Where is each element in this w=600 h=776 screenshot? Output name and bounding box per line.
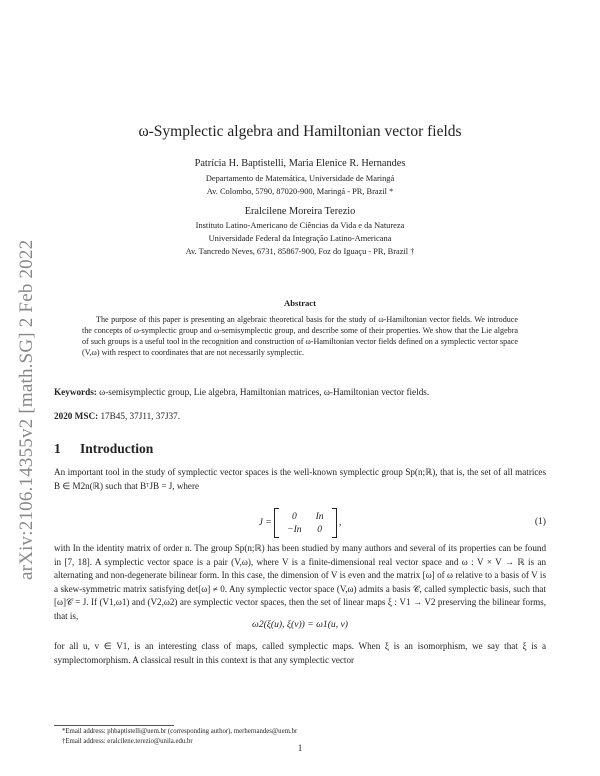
keywords-label: Keywords: bbox=[54, 387, 97, 397]
footnote-1: *Email address: phbaptistelli@uem.br (corresponding author), merhernandes@uem.br bbox=[62, 728, 298, 735]
intro-paragraph-3: for all u, v ∈ V1, is an interesting class of maps, called symplectic maps. When ξ is an isomorphism, we say that ξ is a symplectomorphism. A classical result in this context is that any symplectic vector bbox=[54, 641, 546, 665]
affiliation-1-line-2: Av. Colombo, 5790, 87020-900, Maringá - PR, Brazil * bbox=[206, 187, 394, 196]
matrix-cell: 0 bbox=[317, 524, 322, 535]
matrix-cell: 0 bbox=[291, 511, 297, 522]
arxiv-stamp-text: arXiv:2106.14355v2 [math.SG] 2 Feb 2022 bbox=[16, 239, 37, 580]
footnote-2: †Email address: eralcilene.terezio@unila.edu.br bbox=[62, 738, 193, 745]
affiliation-2-line-2: Universidade Federal da Integração Latino-Americana bbox=[208, 234, 392, 243]
msc bbox=[54, 411, 546, 421]
footnote-rule bbox=[54, 725, 174, 726]
equation-1-number: (1) bbox=[534, 516, 546, 527]
intro-paragraph-1: An important tool in the study of symplectic vector spaces is the well-known symplectic group Sp(n;ℝ), that is, the set of all matrices B ∈ M2n(ℝ) such that BᵀJB = J, where bbox=[54, 467, 546, 491]
paper-title: ω-Symplectic algebra and Hamiltonian vector fields bbox=[138, 123, 462, 140]
keywords-text: ω-semisymplectic group, Lie algebra, Hamiltonian matrices, ω-Hamiltonian vector fields. bbox=[99, 387, 430, 397]
arxiv-stamp bbox=[12, 180, 38, 580]
equation-1: J = 0 In −In 0 , (1) bbox=[258, 511, 546, 535]
abstract-heading: Abstract bbox=[284, 298, 316, 308]
keywords bbox=[54, 387, 546, 397]
msc-label: 2020 MSC: bbox=[54, 411, 99, 421]
authors-group-2: Eralcilene Moreira Terezio bbox=[244, 206, 356, 217]
equation-1-lhs: J = bbox=[258, 517, 272, 529]
matrix-cell: In bbox=[315, 511, 324, 522]
intro-paragraph-2: with In the identity matrix of order n. The group Sp(n;ℝ) has been studied by many authors and several of its properties can be found in [7, 18]. A symplectic vector space is a pair (V,ω), where V is a finite-dimensional real vector space and ω : V × V → ℝ is an alternating and non-degenerate bilinear form. In this case, the dimension of V is even and the matrix [ω] of ω relative to a basis of V is a skew-symmetric matrix satisfying det[ω] ≠ 0. Any symplectic vector space (V,ω) admits a basis 𝒞, called symplectic basis, such that [ω]𝒞 = J. If (V1,ω1) and (V2,ω2) are symplectic vector spaces, then the set of linear maps ξ : V1 → V2 preserving the bilinear forms, that is, bbox=[54, 543, 546, 621]
affiliation-1-line-1: Departamento de Matemática, Universidade de Maringá bbox=[205, 174, 395, 183]
equation-2: ω2(ξ(u), ξ(v)) = ω1(u, v) bbox=[252, 619, 348, 630]
equation-1-matrix bbox=[274, 510, 336, 536]
section-title: Introduction bbox=[80, 441, 154, 456]
matrix-cell: −In bbox=[287, 524, 302, 535]
affiliation-2-line-1: Instituto Latino-Americano de Ciências da Vida e da Natureza bbox=[195, 221, 405, 230]
section-number: 1 bbox=[54, 441, 61, 456]
authors-group-1: Patrícia H. Baptistelli, Maria Elenice R. Hernandes bbox=[194, 158, 406, 169]
affiliation-2-line-3: Av. Tancredo Neves, 6731, 85867-900, Foz do Iguaçu - PR, Brazil † bbox=[185, 247, 415, 256]
abstract-body: The purpose of this paper is presenting an algebraic theoretical basis for the study of ω-Hamiltonian vector fields. We introduce the concepts of ω-symplectic group and ω-semisymplectic group, and describe some of their properties. We show that the Lie algebra of such groups is a useful tool in the recognition and construction of ω-Hamiltonian vector fields defined on a symplectic vector space (V,ω) with respect to coordinates that are not necessarily symplectic. bbox=[82, 315, 518, 357]
page-number: 1 bbox=[297, 743, 303, 753]
section-heading bbox=[54, 441, 153, 457]
msc-text: 17B45, 37J11, 37J37. bbox=[100, 411, 180, 421]
